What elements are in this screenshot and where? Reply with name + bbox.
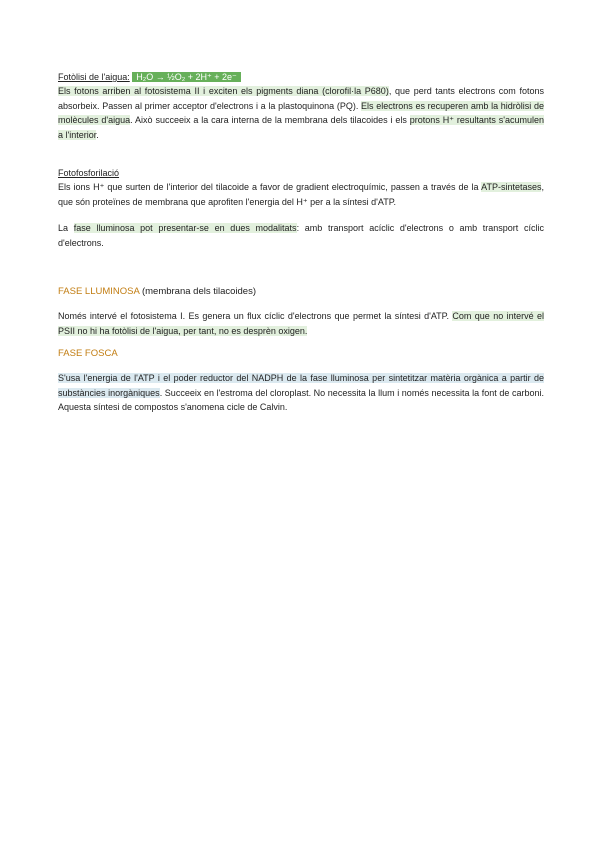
fotolisi-text-3: . xyxy=(96,129,99,140)
fotolisi-text-1: , que perd tants electrons com fotons absorbeix. Passen al primer acceptor d'electrons i a la plastoquinona (PQ). xyxy=(58,86,544,111)
fase-fosca-text-1: . Succeeix en l'estroma del cloroplast. No necessita la llum i només necessita la font de carboni. Aquesta síntesi de compostos s'anomena cicle de Calvin. xyxy=(58,387,544,412)
modalitats-text-1: La xyxy=(58,223,74,233)
fotolisi-title: Fotòlisi de l'aigua: xyxy=(58,72,130,82)
fase-lluminosa-highlight-1: Com que no intervé el PSII no hi ha fotòlisi de l'aigua, per tant, no es desprèn oxigen. xyxy=(58,311,544,336)
fase-lluminosa-text-1: Només intervé el fotosistema I. Es genera un flux cíclic d'electrons que permet la síntesi d'ATP. xyxy=(58,311,453,321)
modalitats-highlight-1: fase lluminosa pot presentar-se en dues modalitats xyxy=(73,223,297,233)
fase-lluminosa-subtitle: (membrana dels tilacoides) xyxy=(139,286,256,297)
fotolisi-highlight-1: Els fotons arriben al fotosistema II i exciten els pigments diana (clorofil·la P680) xyxy=(58,86,389,96)
photolysis-equation: H₂O → ½O₂ + 2H⁺ + 2e⁻ xyxy=(132,72,241,82)
fotofosforilacio-paragraph xyxy=(58,180,544,209)
fotofosforilacio-text-2: , que són proteïnes de membrana que aprofiten l'energia del H⁺ per a la síntesi d'ATP. xyxy=(58,182,544,207)
modalitats-paragraph xyxy=(58,221,544,250)
fase-fosca-highlight-1: S'usa l'energia de l'ATP i el poder reductor del NADPH de la fase lluminosa per sintetitzar matèria orgànica a partir de substàncies inorgàniques xyxy=(58,373,544,398)
fotolisi-paragraph xyxy=(58,84,544,142)
fase-fosca-paragraph xyxy=(58,371,544,415)
modalitats-text-2: : amb transport acíclic d'electrons o amb transport cíclic d'electrons. xyxy=(58,223,544,248)
fase-lluminosa-paragraph xyxy=(58,309,544,338)
fotofosforilacio-text-1: Els ions H⁺ que surten de l'interior del tilacoide a favor de gradient electroquímic, passen a través de la xyxy=(58,182,482,192)
fotolisi-highlight-3: protons H⁺ resultants s'acumulen a l'interior xyxy=(58,115,545,140)
fase-lluminosa-title: FASE LLUMINOSA xyxy=(58,286,140,297)
fotofosforilacio-title: Fotofosforilació xyxy=(58,168,120,178)
fase-fosca-title: FASE FOSCA xyxy=(58,348,118,359)
fotolisi-text-2: . Això succeeix a la cara interna de la membrana dels tilacoides i els xyxy=(130,115,410,125)
fotolisi-title-line xyxy=(58,70,544,85)
fase-fosca-heading xyxy=(58,347,118,361)
fotofosforilacio-highlight-1: ATP-sintetases xyxy=(481,182,542,192)
fotolisi-highlight-2: Els electrons es recuperen amb la hidròlisi de molècules d'aigua xyxy=(58,100,544,125)
fotofosforilacio-title-line xyxy=(58,166,544,181)
fase-lluminosa-heading xyxy=(58,285,256,299)
